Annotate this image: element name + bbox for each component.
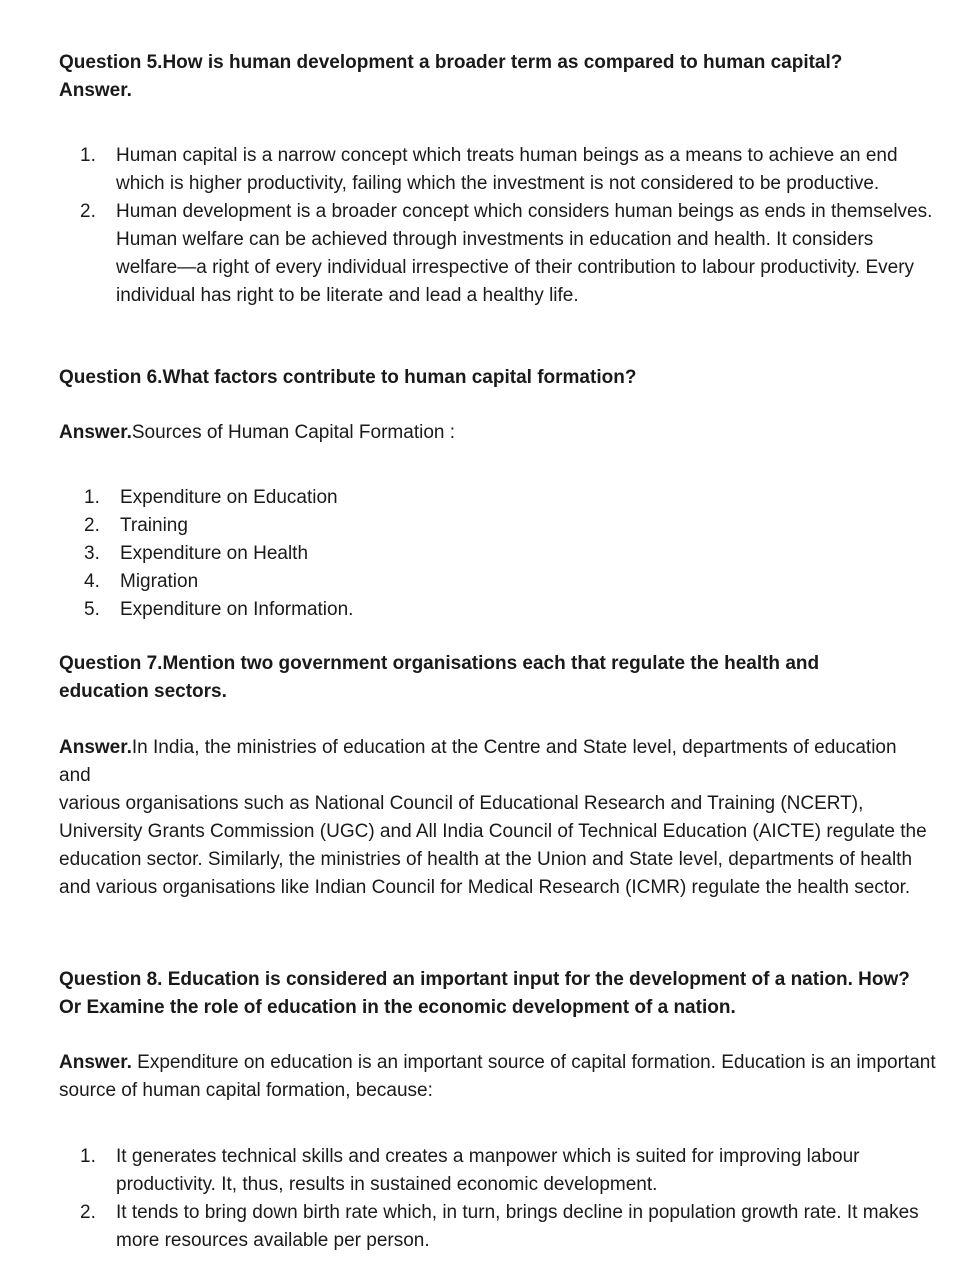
list-item: 1. Expenditure on Education <box>84 487 338 508</box>
q8-answer-text: Expenditure on education is an important source of capital formation. Education is an important source of human capital formation, because: <box>59 1052 936 1101</box>
list-item: 1. It generates technical skills and creates a manpower which is suited for improving labour productivity. It, thus, results in sustained economic development. <box>80 1146 860 1195</box>
q6-question: Question 6.What factors contribute to human capital formation? <box>59 367 637 388</box>
q6-answer-label: Answer. <box>59 422 132 443</box>
q8-question: Question 8. Education is considered an important input for the development of a nation. How? Or Examine the role of education in the economic development of a nation. <box>59 969 910 1018</box>
list-item: 2. Human development is a broader concept which considers human beings as ends in themselves. Human welfare can be achieved through investments in education and health. It considers welfare—a right of every individual irrespective of their contribution to labour productivity. Every individual has right to be literate and lead a healthy life. <box>80 201 933 306</box>
list-item: 4. Migration <box>84 571 199 592</box>
q6-answer <box>59 419 455 447</box>
q6-answer-text: Sources of Human Capital Formation : <box>131 422 456 443</box>
q7-answer-line2: various organisations such as National Council of Educational Research and Training (NCERT), University Grants Commission (UGC) and All India Council of Technical Education (AICTE) regulate the education sector. Similarly, the ministries of health at the Union and State level, departments of health and various organisations like Indian Council for Medical Research (ICMR) regulate the health sector. <box>59 793 927 898</box>
list-item: 2. Training <box>84 515 188 536</box>
list-item: 3. Expenditure on Health <box>84 543 309 564</box>
q7-question: Question 7.Mention two government organisations each that regulate the health and education sectors. <box>59 653 820 702</box>
q5-answer-label: Answer. <box>59 80 132 101</box>
q5-answer-list <box>80 142 936 310</box>
q7-answer-text: In India, the ministries of education at the Centre and State level, departments of education and <box>59 737 897 786</box>
q8-answer-label: Answer. <box>59 1052 132 1073</box>
q8-answer-list <box>80 1143 946 1255</box>
list-item: 1. Human capital is a narrow concept which treats human beings as a means to achieve an end which is higher productivity, failing which the investment is not considered to be productive. <box>80 145 898 194</box>
q7-answer-line1 <box>59 734 904 790</box>
q5-question: Question 5.How is human development a broader term as compared to human capital? <box>59 52 843 73</box>
q7-answer-label: Answer. <box>59 737 132 758</box>
q6-answer-list <box>84 484 920 624</box>
q8-answer <box>59 1049 939 1105</box>
list-item: 5. Expenditure on Information. <box>84 599 354 620</box>
list-item: 2. It tends to bring down birth rate which, in turn, brings decline in population growth rate. It makes more resources available per person. <box>80 1202 919 1251</box>
